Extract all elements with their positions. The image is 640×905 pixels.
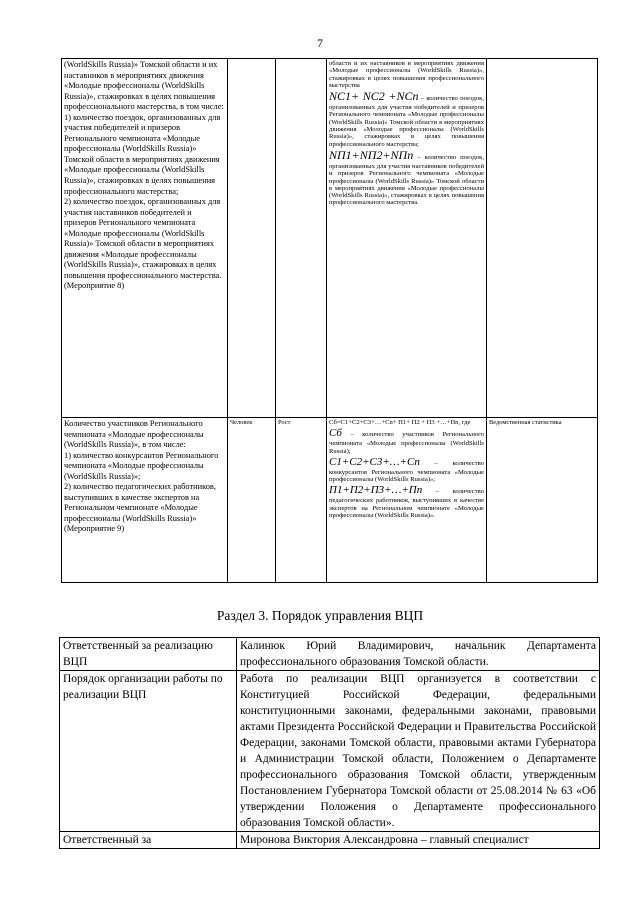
method-intro: области и их наставников в мероприятиях движения «Молодые профессионалы (WorldSkills Russia)», стажировках в целях повышения профессионального мастерства [329, 60, 484, 89]
formula-p-desc: – количество педагогических работников, выступивших в качестве экспертов на Региональном чемпионате «Молодые профессионалы (WorldSkills Russia)». [329, 488, 484, 520]
formula-np-desc: – количество поездок, организованных для участия наставников победителей и призеров Регионального чемпионата «Молодые профессионалы (WorldSkills Russia)» Томской области в мероприятиях движения «Молодые профессионалы (WorldSkills Russia)», стажировках в целях повышения профессионального мастерства. [329, 153, 484, 207]
indicator-name-cell: Количество участников Регионального чемпионата «Молодые профессионалы (WorldSkills Russia)», в том числе: 1) количество конкурсантов Регионального чемпионата «Молодые профессионалы (WorldSkills Russia)»; 2) количество педагогических работников, выступивших в качестве экспертов на Региональном чемпионате «Молодые профессионалы (WorldSkills Russia)» (Мероприятие 9) [62, 418, 228, 583]
section-title: Раздел 3. Порядок управления ВЦП [216, 608, 424, 623]
unit-cell [228, 59, 276, 418]
table-row [60, 671, 600, 832]
calculation-method-cell [327, 418, 487, 583]
row-label: Ответственный за реализацию ВЦП [60, 638, 237, 671]
formula-cb-desc: – количество участников Регионального чемпионата «Молодые профессионалы (WorldSkills Russia); [329, 431, 484, 455]
formula-c: С1+С2+С3+…+Сn [329, 455, 420, 468]
row-value: Миронова Виктория Александровна – главный специалист [237, 832, 600, 849]
formula-np: NП1+NП2+NПn [329, 147, 414, 162]
source-cell [487, 59, 598, 418]
table-row [62, 418, 598, 583]
formula-cb: Сб [329, 427, 342, 440]
row-label: Порядок организации работы по реализации ВЦП [60, 671, 237, 832]
management-table [59, 637, 600, 849]
row-value: Калинюк Юрий Владимирович, начальник Департамента профессионального образования Томской области. [237, 638, 600, 671]
table-row [60, 638, 600, 671]
unit-cell: Человек [228, 418, 276, 583]
trend-cell [276, 59, 327, 418]
page-number: 7 [317, 36, 323, 50]
indicator-name-cell: (WorldSkills Russia)» Томской области и их наставников в мероприятиях движения «Молодые профессионалы (WorldSkills Russia)», стажировках в целях повышения профессионального мастерства, в том числе: 1) количество поездок, организованных для участия победителей и призеров Регионального чемпионата «Молодые профессионалы (WorldSkills Russia)» Томской области в мероприятиях движения «Молодые профессионалы (WorldSkills Russia)», стажировках в целях повышения профессионального мастерства; 2) количество поездок, организованных для участия наставников победителей и призеров Регионального чемпионата «Молодые профессионалы (WorldSkills Russia)» Томской области в мероприятиях движения «Молодые профессионалы (WorldSkills Russia)», стажировках в целях повышения профессионального мастерства. (Мероприятие 8) [62, 59, 228, 418]
row-value: Работа по реализации ВЦП организуется в соответствии с Конституцией Российской Федерации, федеральными конституционными законами, федеральными законами, правовыми актами Президента Российской Федерации и Правительства Российской Федерации, законами Томской области, правовыми актами Губернатора и Администрации Томской области, Положением о Департаменте профессионального образования Томской области, утвержденным Постановлением Губернатора Томской области от 25.08.2014 № 63 «Об утверждении Положения о Департаменте профессионального образования Томской области». [237, 671, 600, 832]
calculation-method-cell [327, 59, 487, 418]
sum-formula: Сб=С1+С2+С3+…+Сn+ П1+ П2 + П3 +…+Пn, где [329, 419, 471, 426]
trend-cell: Рост [276, 418, 327, 583]
table-row [60, 832, 600, 849]
indicators-table [61, 58, 598, 583]
source-cell: Ведомственная статистика [487, 418, 598, 583]
row-label: Ответственный за [60, 832, 237, 849]
table-row [62, 59, 598, 418]
formula-nc: NC1+ NC2 +NCn [329, 89, 419, 104]
formula-c-desc: – количество конкурсантов Регионального чемпионата «Молодые профессионалы (WorldSkills Russia)»; [329, 459, 484, 484]
formula-nc-desc: – количество поездок, организованных для участия победителей и призеров Регионального чемпионата «Молодые профессионалы (WorldSkills Russia)» Томской области в мероприятиях движения «Молодые профессионалы (WorldSkills Russia)», стажировках в целях повышения профессионального мастерства; [329, 95, 484, 148]
formula-p: П1+П2+П3+…+Пn [329, 484, 423, 497]
